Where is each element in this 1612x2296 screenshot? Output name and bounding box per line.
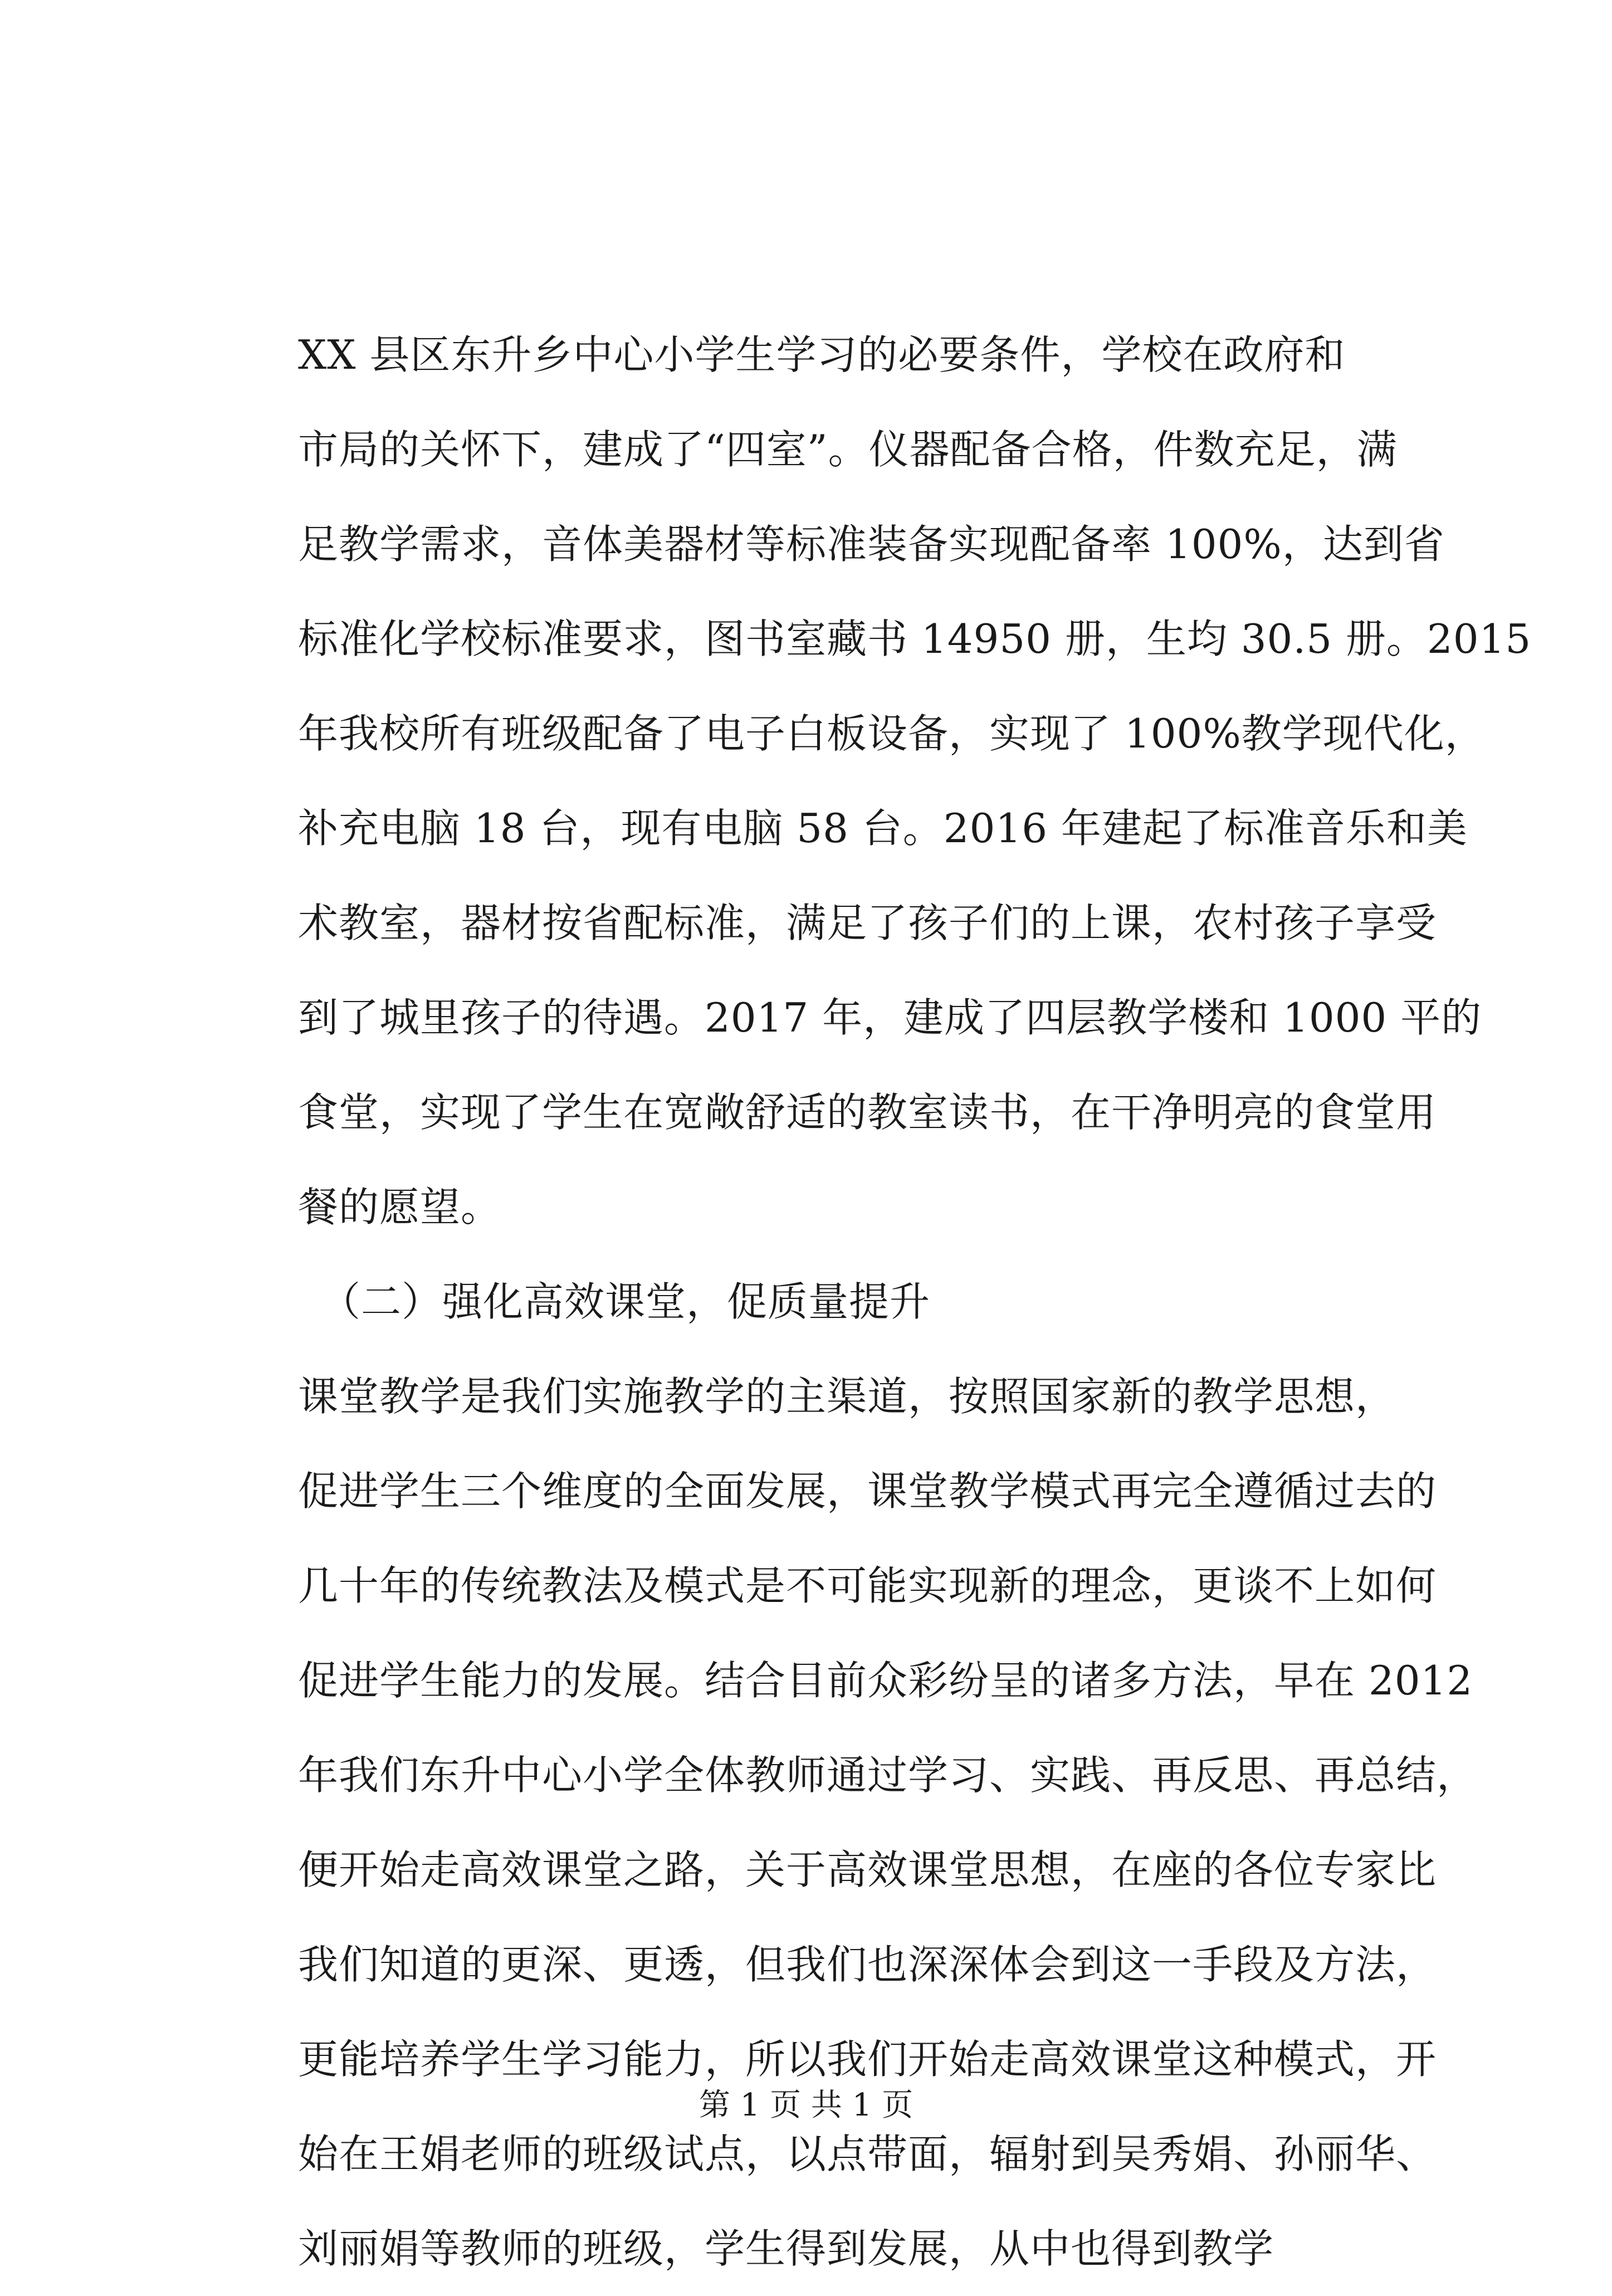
text-line: 市局的关怀下，建成了“四室”。仪器配备合格，件数充足，满 [298,426,1398,473]
text-line: 补充电脑 18 台，现有电脑 58 台。2016 年建起了标准音乐和美 [298,805,1468,852]
text-line: 术教室，器材按省配标准，满足了孩子们的上课，农村孩子享受 [298,900,1437,946]
text-line: 始在王娟老师的班级试点，以点带面，辐射到吴秀娟、孙丽华、 [298,2131,1437,2177]
text-line: XX 县区东升乡中心小学生学习的必要条件，学校在政府和 [298,331,1346,378]
text-line: 足教学需求，音体美器材等标准装备实现配备率 100%，达到省 [298,521,1445,568]
text-line: 课堂教学是我们实施教学的主渠道，按照国家新的教学思想， [298,1373,1396,1420]
text-line: 更能培养学生学习能力，所以我们开始走高效课堂这种模式，开 [298,2036,1437,2083]
document-body [298,307,1532,2296]
text-line: 年我们东升中心小学全体教师通过学习、实践、再反思、再总结， [298,1752,1478,1799]
text-line: 刘丽娟等教师的班级，学生得到发展，从中也得到教学 [298,2225,1274,2272]
text-line: 年我校所有班级配备了电子白板设备，实现了 100%教学现代化， [298,710,1486,757]
text-line: 我们知道的更深、更透，但我们也深深体会到这一手段及方法， [298,1941,1437,1988]
text-line: 促进学生三个维度的全面发展，课堂教学模式再完全遵循过去的 [298,1468,1437,1515]
text-line: 食堂，实现了学生在宽敞舒适的教室读书，在干净明亮的食堂用 [298,1089,1437,1136]
text-line: 便开始走高效课堂之路，关于高效课堂思想，在座的各位专家比 [298,1846,1437,1893]
text-line: 到了城里孩子的待遇。2017 年，建成了四层教学楼和 1000 平的 [298,994,1482,1041]
page-footer: 第 1 页 共 1 页 [698,2087,914,2123]
section-heading: （二）强化高效课堂，促质量提升 [320,1278,931,1325]
text-line: 餐的愿望。 [298,1184,502,1230]
text-line: 促进学生能力的发展。结合目前众彩纷呈的诸多方法，早在 2012 [298,1657,1473,1704]
text-line: 几十年的传统教法及模式是不可能实现新的理念，更谈不上如何 [298,1562,1437,1609]
text-line: 标准化学校标准要求，图书室藏书 14950 册，生均 30.5 册。2015 [298,615,1532,662]
